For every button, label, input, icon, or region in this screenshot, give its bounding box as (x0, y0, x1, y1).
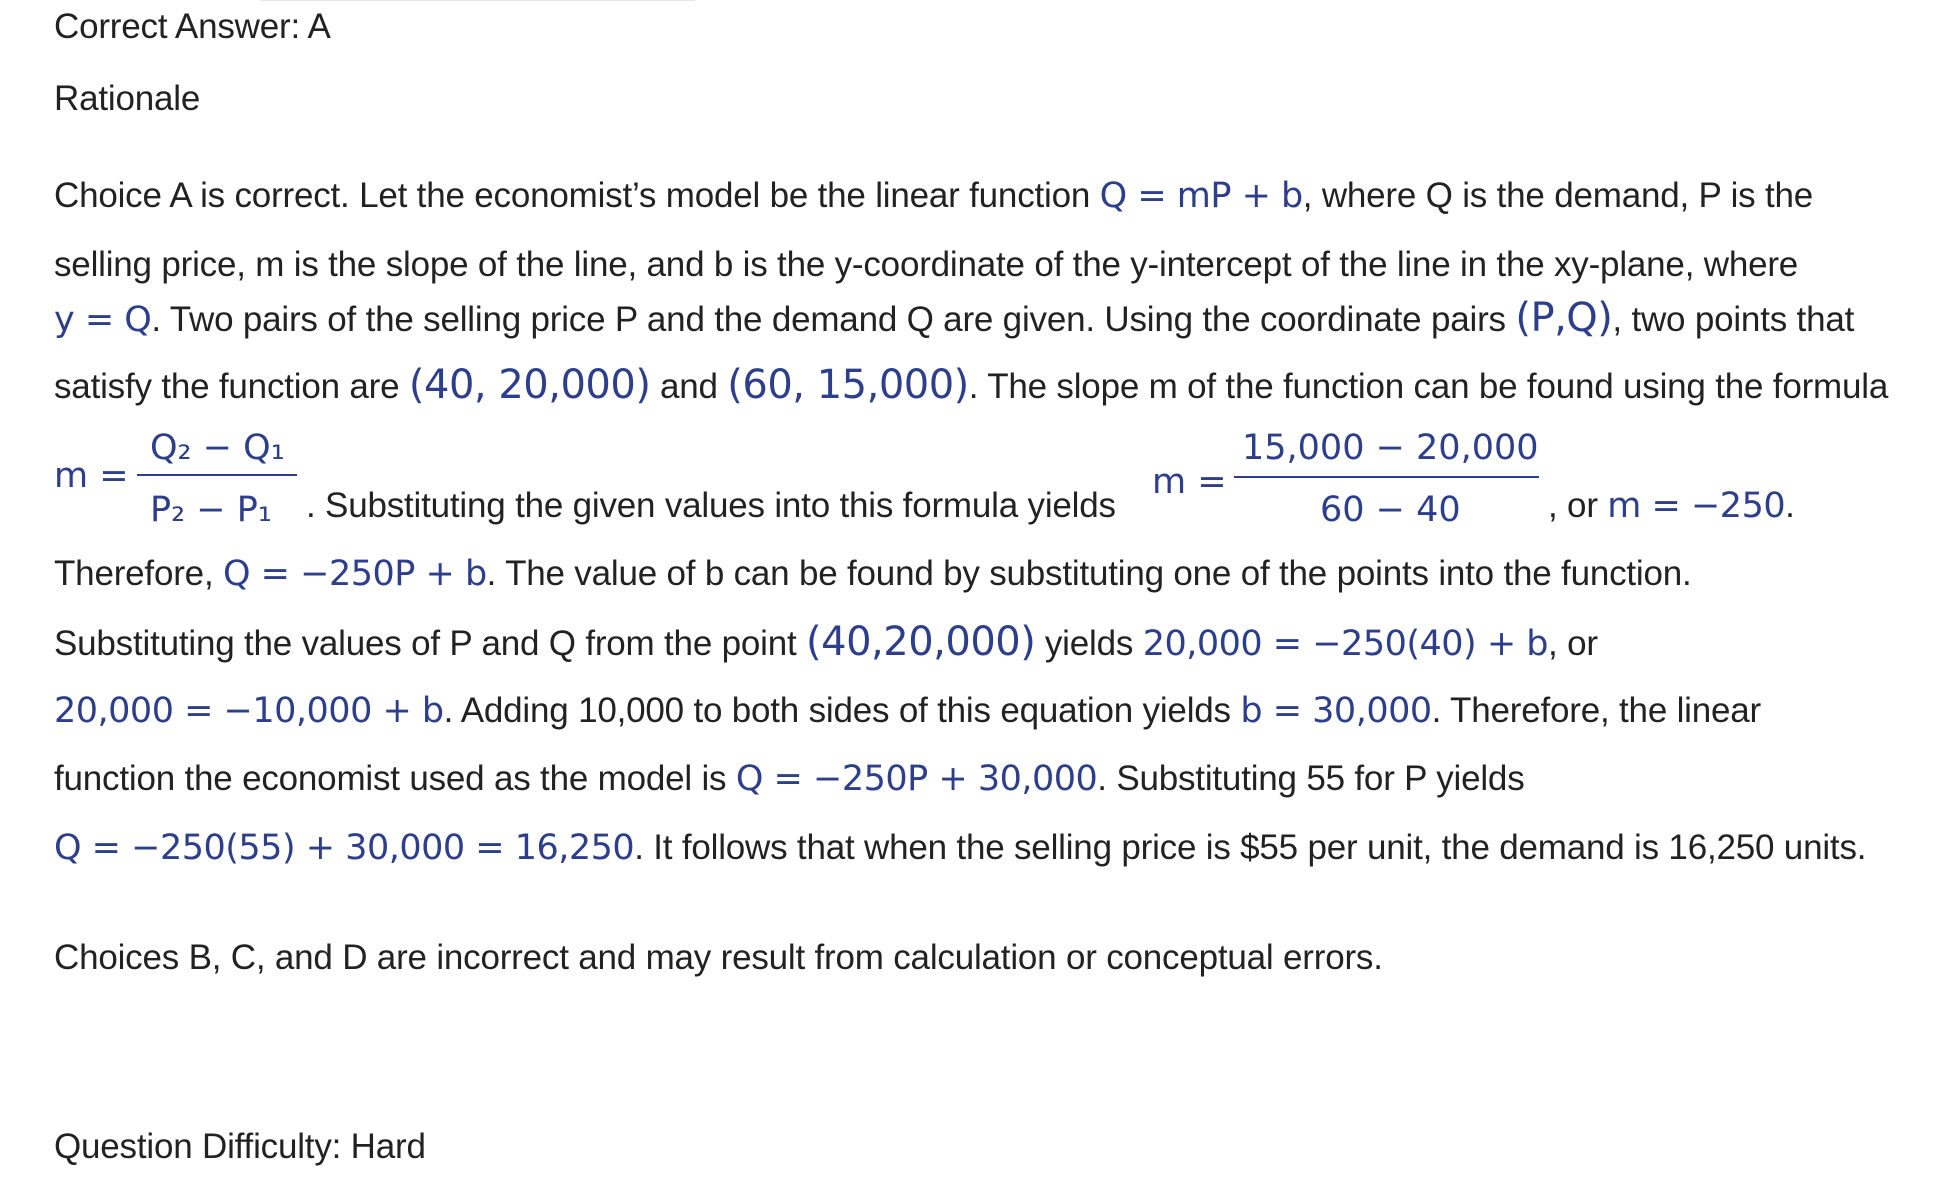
slope-result: m = −250 (1607, 486, 1786, 526)
text: . Adding 10,000 to both sides of this equation yields (443, 691, 1241, 730)
equation-y-equals-q: y = Q (54, 300, 152, 340)
equation-simplified: 20,000 = −10,000 + b (54, 691, 444, 731)
text: , two points that (1612, 300, 1855, 339)
slope-formula-numerator: Q₂ − Q₁ (150, 428, 285, 468)
text: and (650, 367, 728, 406)
rationale-line-10 (54, 827, 1866, 869)
text: . Substituting 55 for P yields (1097, 759, 1525, 798)
point-two: (60, 15,000) (727, 362, 969, 408)
rationale-line-4 (54, 364, 1888, 408)
rationale-line-5-text: . Substituting the given values into this formula yields (306, 486, 1116, 525)
point-substituted: (40,20,000) (806, 619, 1036, 665)
text: . Two pairs of the selling price P and the demand Q are given. Using the coordinate pairs (151, 300, 1516, 339)
text: . (1785, 486, 1795, 525)
correct-answer: Correct Answer: A (54, 7, 331, 46)
slope-formula-bar (137, 474, 297, 476)
text: . It follows that when the selling price is $55 per unit, the demand is 16,250 units. (634, 828, 1867, 867)
text: satisfy the function are (54, 367, 409, 406)
equation-demand-result: Q = −250(55) + 30,000 = 16,250 (54, 828, 635, 868)
equation-partial-model: Q = −250P + b (223, 554, 487, 594)
point-one: (40, 20,000) (408, 362, 651, 408)
equation-final-model: Q = −250P + 30,000 (735, 759, 1098, 799)
text: . The slope m of the function can be found using the formula (968, 367, 1889, 406)
question-difficulty: Question Difficulty: Hard (54, 1127, 426, 1166)
text: yields (1035, 624, 1143, 663)
text: . The value of b can be found by substituting one of the points into the function. (486, 554, 1692, 593)
substitution-bar (1234, 476, 1539, 478)
substitution-numerator: 15,000 − 20,000 (1242, 428, 1539, 468)
slope-formula-denominator: P₂ − P₁ (150, 490, 272, 530)
rationale-line-1 (54, 175, 1813, 217)
rationale-line-7 (54, 621, 1598, 665)
intercept-result: b = 30,000 (1240, 691, 1432, 731)
substitution-lhs: m = (1152, 462, 1227, 502)
rationale-line-6 (54, 553, 1692, 595)
top-divider (260, 0, 695, 1)
text: , or (1548, 486, 1608, 525)
equation-linear-model: Q = mP + b (1099, 176, 1303, 216)
slope-formula-lhs: m = (54, 456, 129, 496)
coordinate-pair: (P,Q) (1515, 295, 1613, 341)
rationale-line-2: selling price, m is the slope of the line, and b is the y-coordinate of the y-intercept of the line in the xy-plane, where (54, 245, 1799, 284)
rationale-line-3 (54, 297, 1854, 341)
text: Substituting the values of P and Q from the point (54, 624, 807, 663)
text: Choice A is correct. Let the economist’s model be the linear function (54, 176, 1100, 215)
other-choices-note: Choices B, C, and D are incorrect and may result from calculation or conceptual errors. (54, 938, 1383, 977)
substitution-denominator: 60 − 40 (1320, 490, 1461, 530)
text: , or (1548, 624, 1598, 663)
text: Therefore, (54, 554, 223, 593)
text: . Therefore, the linear (1431, 691, 1762, 730)
rationale-heading: Rationale (54, 79, 201, 118)
rationale-line-9 (54, 758, 1525, 800)
rationale-line-8 (54, 690, 1761, 732)
text: , where Q is the demand, P is the (1302, 176, 1814, 215)
rationale-line-5-result (1548, 485, 1795, 527)
text: function the economist used as the model is (54, 759, 736, 798)
equation-substitution: 20,000 = −250(40) + b (1142, 624, 1549, 664)
